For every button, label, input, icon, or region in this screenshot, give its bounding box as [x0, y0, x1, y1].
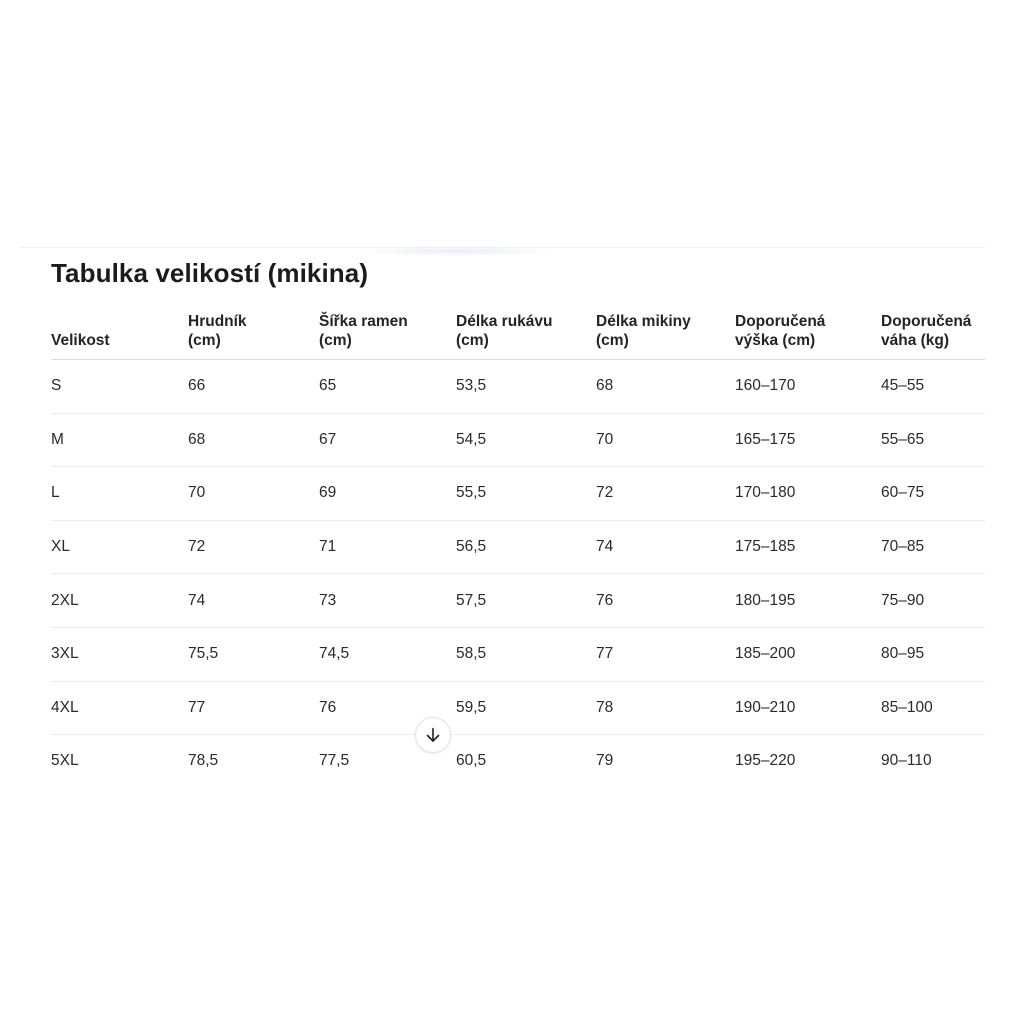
- header-line: Velikost: [51, 332, 110, 349]
- cell-sleeve-length: 54,5: [456, 413, 596, 467]
- arrow-down-icon: [424, 726, 442, 744]
- cell-sleeve-length: 59,5: [456, 681, 596, 735]
- cell-size: XL: [51, 520, 188, 574]
- table-row: [51, 520, 985, 574]
- table-row: [51, 467, 985, 521]
- cell-recommended-weight: 75–90: [881, 574, 985, 628]
- table-header-row: [51, 312, 985, 360]
- page-title: Tabulka velikostí (mikina): [51, 258, 369, 288]
- cell-sleeve-length: 55,5: [456, 467, 596, 521]
- header-line: Doporučená: [881, 313, 972, 330]
- cell-recommended-height: 190–210: [735, 681, 881, 735]
- header-line: (cm): [319, 332, 352, 349]
- cell-hoodie-length: 79: [596, 752, 614, 770]
- header-line: výška (cm): [735, 332, 816, 349]
- table-row: [51, 681, 985, 735]
- size-table: [51, 312, 985, 788]
- cell-sleeve-length: 56,5: [456, 520, 596, 574]
- cell-recommended-height: 170–180: [735, 467, 881, 521]
- cell-hoodie-length: 78: [596, 681, 735, 735]
- column-header-hoodie-length: [596, 312, 735, 360]
- cell-recommended-weight: 55–65: [881, 413, 985, 467]
- cell-size: 4XL: [51, 681, 188, 735]
- cell-chest: 77: [188, 681, 319, 735]
- cell-chest: 74: [188, 574, 319, 628]
- cell-chest: 78,5: [188, 752, 219, 770]
- column-header-recommended-height: [735, 312, 881, 360]
- cell-hoodie-length: 74: [596, 520, 735, 574]
- cell-hoodie-length: 77: [596, 627, 735, 681]
- cell-chest: 75,5: [188, 627, 319, 681]
- header-line: Šířka ramen: [319, 313, 408, 330]
- header-line: váha (kg): [881, 332, 950, 349]
- cell-recommended-height: 185–200: [735, 627, 881, 681]
- cell-recommended-height: 175–185: [735, 520, 881, 574]
- cell-shoulder-width: 73: [319, 574, 456, 628]
- panel-glow: [350, 246, 560, 256]
- cell-shoulder-width: 76: [319, 681, 456, 735]
- cell-sleeve-length: 53,5: [456, 360, 596, 414]
- table-row: [51, 735, 985, 788]
- cell-size: 2XL: [51, 574, 188, 628]
- cell-chest: 68: [188, 413, 319, 467]
- cell-chest: 66: [188, 360, 319, 414]
- cell-recommended-height: 165–175: [735, 413, 881, 467]
- cell-shoulder-width: 67: [319, 413, 456, 467]
- cell-size: M: [51, 413, 188, 467]
- cell-shoulder-width: 77,5: [319, 752, 350, 770]
- cell-shoulder-width: 69: [319, 467, 456, 521]
- size-chart-panel: [20, 247, 985, 788]
- cell-recommended-height: 180–195: [735, 574, 881, 628]
- cell-recommended-height: 195–220: [735, 752, 796, 770]
- header-line: (cm): [596, 332, 629, 349]
- header-line: Délka rukávu: [456, 313, 553, 330]
- column-header-chest: [188, 312, 319, 360]
- cell-hoodie-length: 68: [596, 360, 735, 414]
- cell-chest: 72: [188, 520, 319, 574]
- cell-recommended-weight: 85–100: [881, 681, 985, 735]
- header-line: Délka mikiny: [596, 313, 691, 330]
- cell-sleeve-length: 60,5: [456, 752, 487, 770]
- table-row: [51, 574, 985, 628]
- header-line: Doporučená: [735, 313, 826, 330]
- cell-size: L: [51, 467, 188, 521]
- cell-recommended-weight: 80–95: [881, 627, 985, 681]
- cell-hoodie-length: 76: [596, 574, 735, 628]
- column-header-sleeve-length: [456, 312, 596, 360]
- header-line: (cm): [188, 332, 221, 349]
- cell-shoulder-width: 74,5: [319, 627, 456, 681]
- cell-recommended-weight: 45–55: [881, 360, 985, 414]
- table-row: [51, 360, 985, 414]
- cell-size: S: [51, 360, 188, 414]
- cell-shoulder-width: 65: [319, 360, 456, 414]
- table-row: [51, 627, 985, 681]
- cell-size: 5XL: [51, 752, 79, 770]
- column-header-shoulder-width: [319, 312, 456, 360]
- table-row: [51, 413, 985, 467]
- column-header-recommended-weight: [881, 312, 985, 360]
- cell-sleeve-length: 57,5: [456, 574, 596, 628]
- scroll-down-button[interactable]: [415, 717, 451, 753]
- cell-shoulder-width: 71: [319, 520, 456, 574]
- cell-hoodie-length: 70: [596, 413, 735, 467]
- cell-size: 3XL: [51, 627, 188, 681]
- cell-sleeve-length: 58,5: [456, 627, 596, 681]
- cell-recommended-height: 160–170: [735, 360, 881, 414]
- cell-hoodie-length: 72: [596, 467, 735, 521]
- header-line: Hrudník: [188, 313, 247, 330]
- column-header-size: [51, 312, 188, 360]
- cell-recommended-weight: 90–110: [881, 752, 932, 770]
- cell-chest: 70: [188, 467, 319, 521]
- cell-recommended-weight: 60–75: [881, 467, 985, 521]
- cell-recommended-weight: 70–85: [881, 520, 985, 574]
- header-line: (cm): [456, 332, 489, 349]
